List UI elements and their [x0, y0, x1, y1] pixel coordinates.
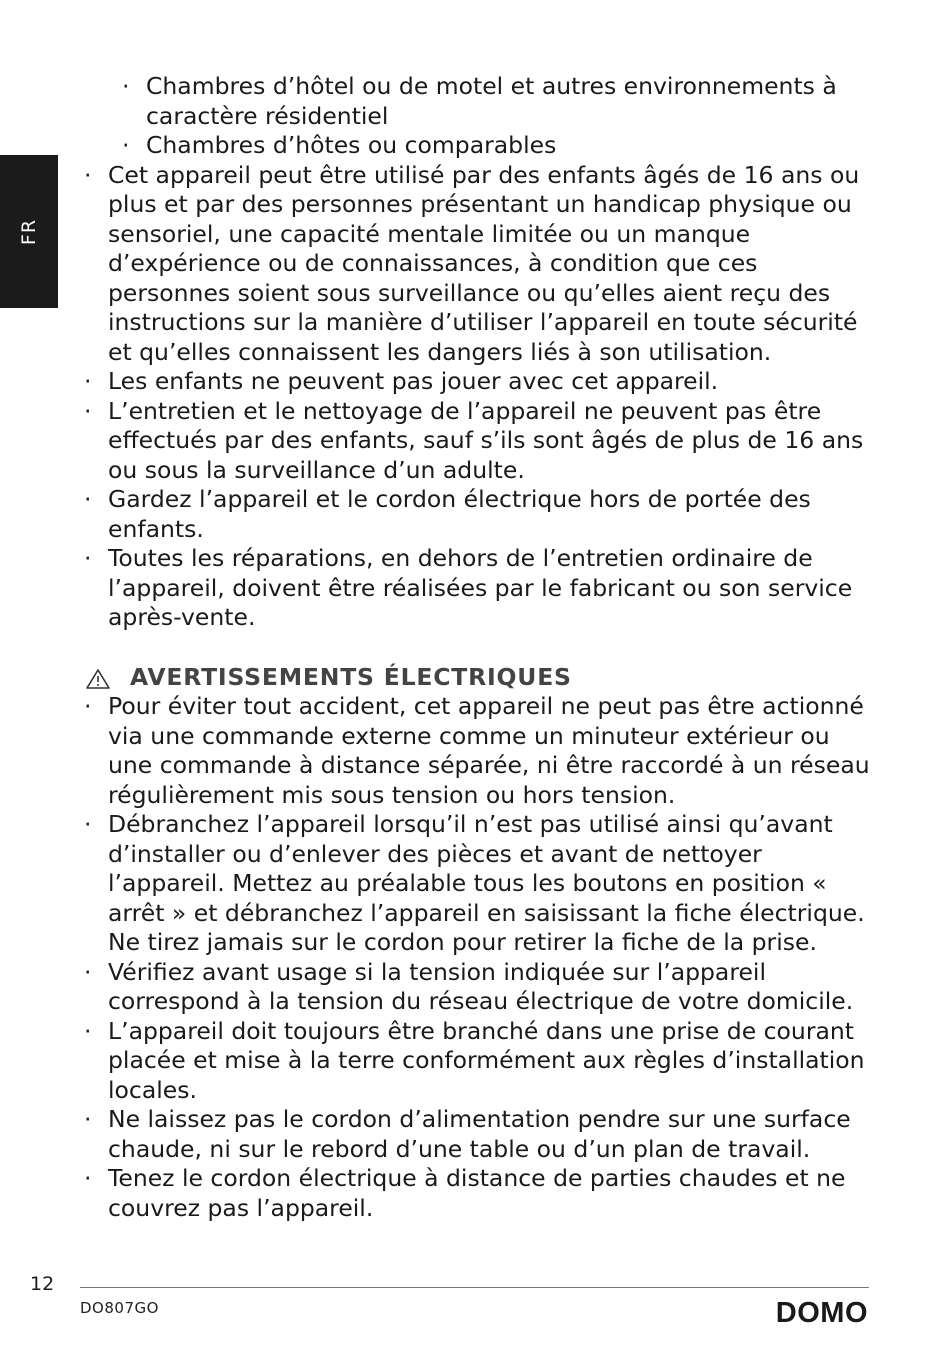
section-heading-text: AVERTISSEMENTS ÉLECTRIQUES — [130, 662, 572, 691]
language-tab — [0, 155, 58, 308]
list-item: · L’entretien et le nettoyage de l’appareil ne peuvent pas être effectués par des enfants, sauf s’ils sont âgés de plus de 16 ans ou sous la surveillance d’un adulte. — [84, 396, 864, 484]
list-item: · Ne laissez pas le cordon d’alimentation pendre sur une surface chaude, ni sur le rebord d’une table ou d’un plan de travail. — [84, 1105, 851, 1163]
bullet: · — [84, 160, 92, 189]
footer-divider — [80, 1287, 869, 1288]
bullet: · — [84, 396, 92, 425]
list-item: · Cet appareil peut être utilisé par des enfants âgés de 16 ans ou plus et par des personnes présentant un handicap physique ou sensoriel, une capacité mentale limitée ou un manque d’expérience ou de connaissances, à condition que ces personnes soient sous surveillance ou qu’elles aient reçu des instructions sur la manière d’utiliser l’appareil en toute sécurité et qu’elles connaissent les dangers liés à son utilisation. — [84, 160, 860, 366]
list-item: · Débranchez l’appareil lorsqu’il n’est pas utilisé ainsi qu’avant d’installer ou d’enlever des pièces et avant de nettoyer l’appareil. Mettez au préalable tous les boutons en position « arrêt » et débranchez l’appareil en saisissant la fiche électrique. Ne tirez jamais sur le cordon pour retirer la fiche de la prise. — [84, 810, 865, 956]
bullet: · — [84, 957, 92, 986]
list-item: · L’appareil doit toujours être branché dans une prise de courant placée et mise à la terre conformément aux règles d’installation locales. — [84, 1016, 865, 1104]
list-item: · Toutes les réparations, en dehors de l’entretien ordinaire de l’appareil, doivent être réalisées par le fabricant ou son service après-vente. — [84, 544, 853, 631]
page-content — [80, 72, 880, 1223]
bullet: · — [84, 367, 92, 395]
bullet: · — [84, 810, 92, 838]
model-number: DO807GO — [80, 1299, 159, 1317]
section-heading — [80, 663, 880, 693]
warning-triangle-icon — [85, 668, 111, 690]
bullet: · — [122, 131, 130, 159]
bullet: · — [84, 485, 92, 513]
bullet: · — [84, 692, 92, 720]
list-item: · Pour éviter tout accident, cet appareil ne peut pas être actionné via une commande externe comme un minuteur extérieur ou une commande à distance séparée, ni être raccordé à un réseau régulièrement mis sous tension ou hors tension. — [84, 692, 870, 809]
list-item: · Chambres d’hôtes ou comparables — [122, 131, 557, 159]
bullet: · — [122, 72, 130, 100]
list-item: · Gardez l’appareil et le cordon électrique hors de portée des enfants. — [84, 485, 811, 543]
list-item: · Chambres d’hôtel ou de motel et autres environnements à caractère résidentiel — [122, 72, 837, 130]
bullet: · — [84, 1016, 92, 1045]
list-item: · Tenez le cordon électrique à distance de parties chaudes et ne couvrez pas l’appareil. — [84, 1164, 846, 1222]
page-number: 12 — [30, 1273, 55, 1295]
list-item: · Vérifiez avant usage si la tension indiquée sur l’appareil correspond à la tension du réseau électrique de votre domicile. — [84, 957, 854, 1015]
language-label: FR — [17, 218, 40, 245]
bullet: · — [84, 1164, 92, 1192]
bullet: · — [84, 1105, 92, 1133]
list-item: · Les enfants ne peuvent pas jouer avec cet appareil. — [84, 367, 719, 395]
bullet: · — [84, 544, 92, 572]
brand-logo: DOMO — [775, 1297, 868, 1329]
